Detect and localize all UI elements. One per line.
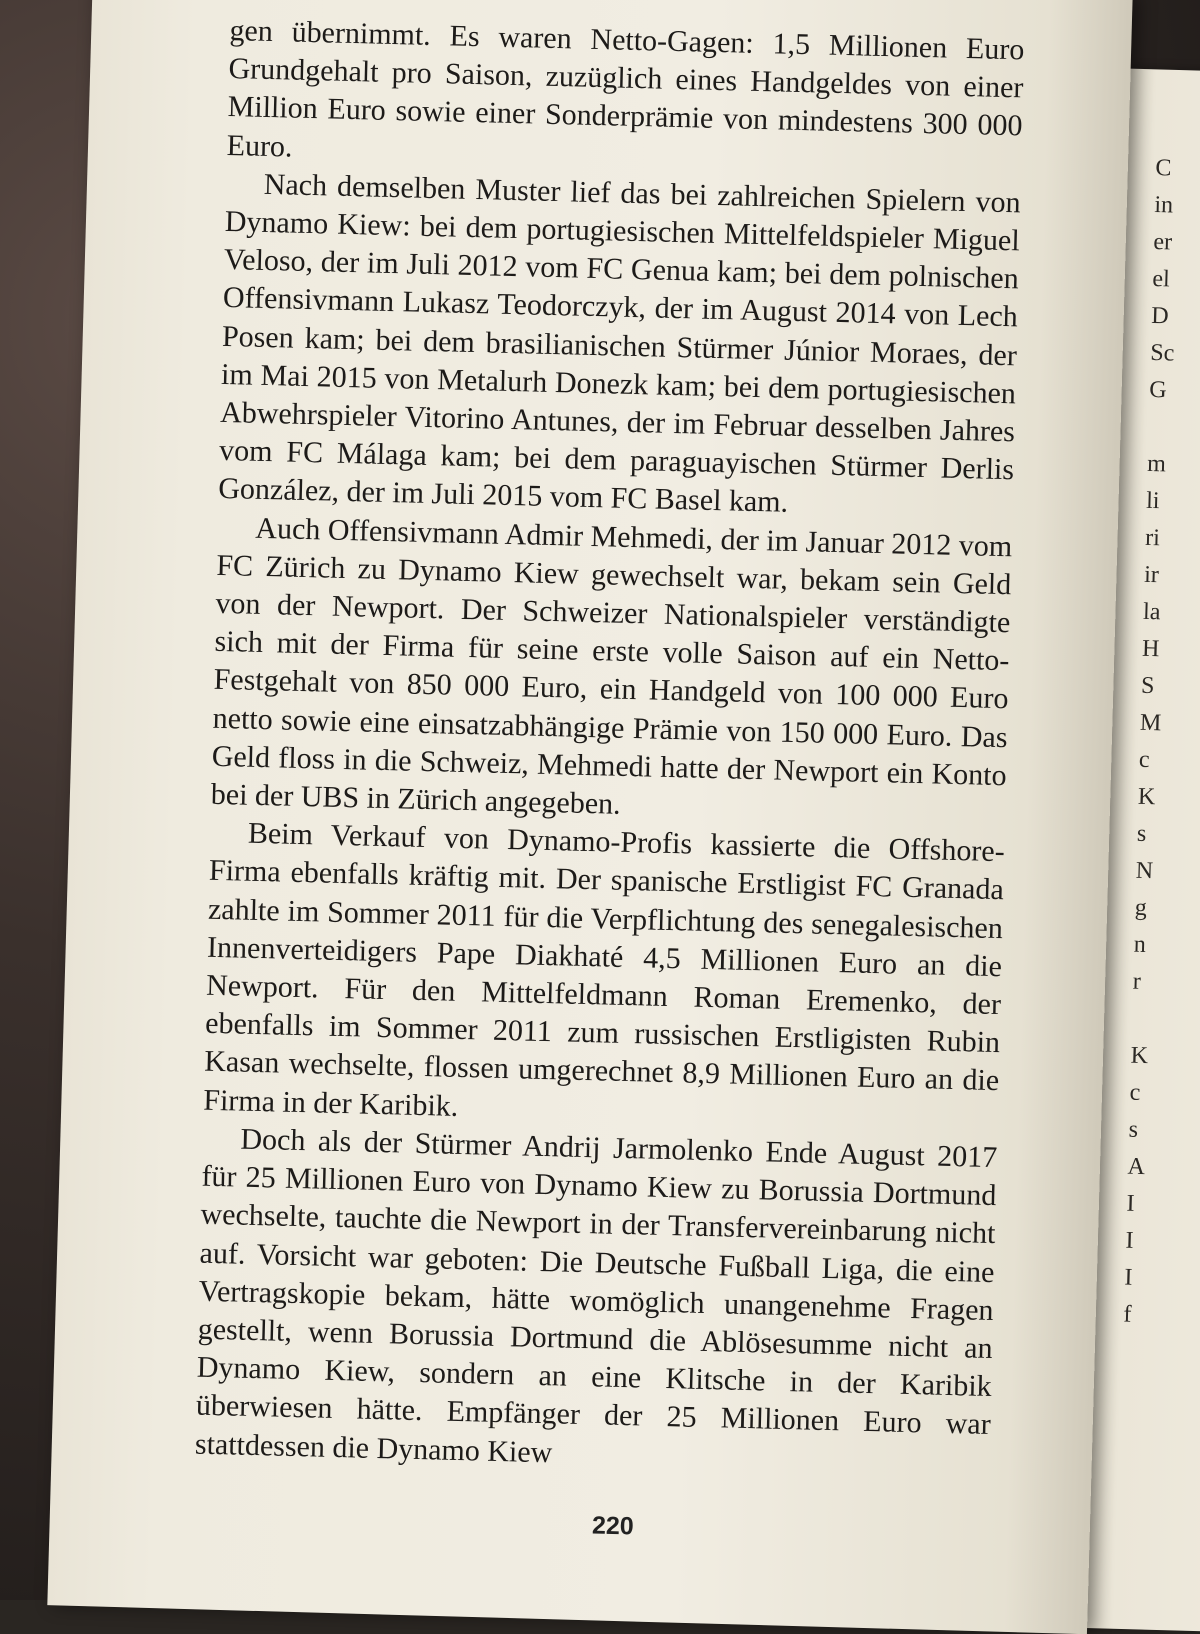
paragraph-1: gen übernimmt. Es waren Netto-Gagen: 1,5 Millionen Euro Grundgehalt pro Saison, zuzüglich eines Handgeldes von einer Million Euro sowie einer Sonderprämie von mindestens 300 000 Euro.	[226, 13, 1025, 164]
facing-page-letter: M	[1139, 709, 1162, 737]
page-number: 220	[591, 1511, 635, 1541]
facing-page-letter: m	[1146, 450, 1167, 478]
paragraph-2: Nach demselben Muster lief das bei zahlreichen Spielern von Dynamo Kiew: bei dem portugiesischen Mittelfeldspieler Miguel Veloso, der im Juli 2012 vom FC Genua kam; bei dem polnischen Offensivmann Lukasz Teodorczyk, der im August 2014 von Lech Posen kam; bei dem brasilianischen Stürmer Júnior Moraes, der im Mai 2015 von Metalurh Donezk kam; bei dem portugiesischen Abwehrspieler Vitorino Antunes, der im Februar desselben Jahres vom FC Málaga kam; bei dem paraguayischen Stürmer Derlis González, der im Juli 2015 vom FC Basel kam.	[217, 167, 1021, 520]
facing-page-letter: ir	[1143, 561, 1160, 589]
facing-page-letter: S	[1140, 672, 1155, 700]
facing-page-letter: H	[1141, 635, 1160, 663]
facing-page-letter: C	[1155, 154, 1172, 182]
facing-page-letter: li	[1145, 487, 1160, 515]
facing-page-letter: s	[1136, 820, 1147, 847]
facing-page-letter: c	[1138, 746, 1150, 774]
facing-page-letter: A	[1127, 1153, 1146, 1181]
facing-page-letter: c	[1129, 1079, 1141, 1106]
facing-page-letter: D	[1151, 302, 1170, 330]
facing-page-letter: g	[1134, 894, 1148, 922]
facing-page-letter: in	[1154, 191, 1174, 219]
facing-page-letter: ri	[1144, 524, 1161, 552]
page-text	[195, 12, 1025, 1483]
paragraph-4: Beim Verkauf von Dynamo-Profis kassierte die Offshore-Firma ebenfalls kräftig mit. Der spanische Erstligist FC Granada zahlte im Sommer 2011 für die Verpflichtung des senegalesischen Innenverteidigers Pape Diakhaté 4,5 Millionen Euro an die Newport. Für den Mittelfeldmann Roman Eremenko, der ebenfalls im Sommer 2011 zum russischen Erstligisten Rubin Kasan wechselte, flossen umgerechnet 8,9 Millionen Euro an die Firma in der Karibik.	[203, 816, 1006, 1123]
facing-page-letter: Sc	[1149, 339, 1175, 367]
facing-page-letter: I	[1126, 1190, 1135, 1217]
facing-page-letter: er	[1153, 228, 1173, 256]
facing-page-letter: el	[1152, 265, 1171, 293]
paragraph-3: Auch Offensivmann Admir Mehmedi, der im Januar 2012 vom FC Zürich zu Dynamo Kiew gewechselt war, bekam sein Geld von der Newport. Der Schweizer Nationalspieler verständigte sich mit der Firma für seine erste volle Saison auf ein Netto-Festgehalt von 850 000 Euro, ein Handgeld von 100 000 Euro netto sowie eine einsatzabhängige Prämie von 150 000 Euro. Das Geld floss in die Schweiz, Mehmedi hatte der Newport ein Konto bei der UBS in Zürich angegeben.	[210, 511, 1013, 821]
facing-page-letter: n	[1133, 931, 1147, 959]
facing-page-letter: G	[1148, 376, 1167, 404]
facing-page-letter	[1148, 409, 1173, 447]
facing-page-letter: f	[1123, 1301, 1132, 1328]
facing-page-letter: I	[1124, 1264, 1133, 1291]
facing-page-letter	[1131, 1001, 1156, 1039]
facing-page-letter: I	[1125, 1227, 1134, 1254]
facing-page-letter: s	[1128, 1116, 1139, 1143]
facing-page-letter: K	[1130, 1042, 1149, 1070]
facing-page-letter: K	[1137, 783, 1156, 811]
facing-page-letter: r	[1132, 968, 1142, 995]
facing-page-letter: N	[1135, 857, 1154, 885]
facing-page-letter: la	[1142, 598, 1161, 626]
paragraph-5: Doch als der Stürmer Andrij Jarmolenko Ende August 2017 für 25 Millionen Euro von Dynamo Kiew zu Borussia Dortmund wechselte, tauchte die Newport in der Transfervereinbarung nicht auf. Vorsicht war geboten: Die Deutsche Fußball Liga, die eine Vertragskopie bekam, hätte womöglich unangenehme Fragen gestellt, wenn Borussia Dortmund die Ablösesumme nicht an Dynamo Kiew, sondern an eine Klitsche in der Karibik überwiesen hätte. Empfänger der 25 Millionen Euro war stattdessen die Dynamo Kiew	[194, 1122, 998, 1469]
